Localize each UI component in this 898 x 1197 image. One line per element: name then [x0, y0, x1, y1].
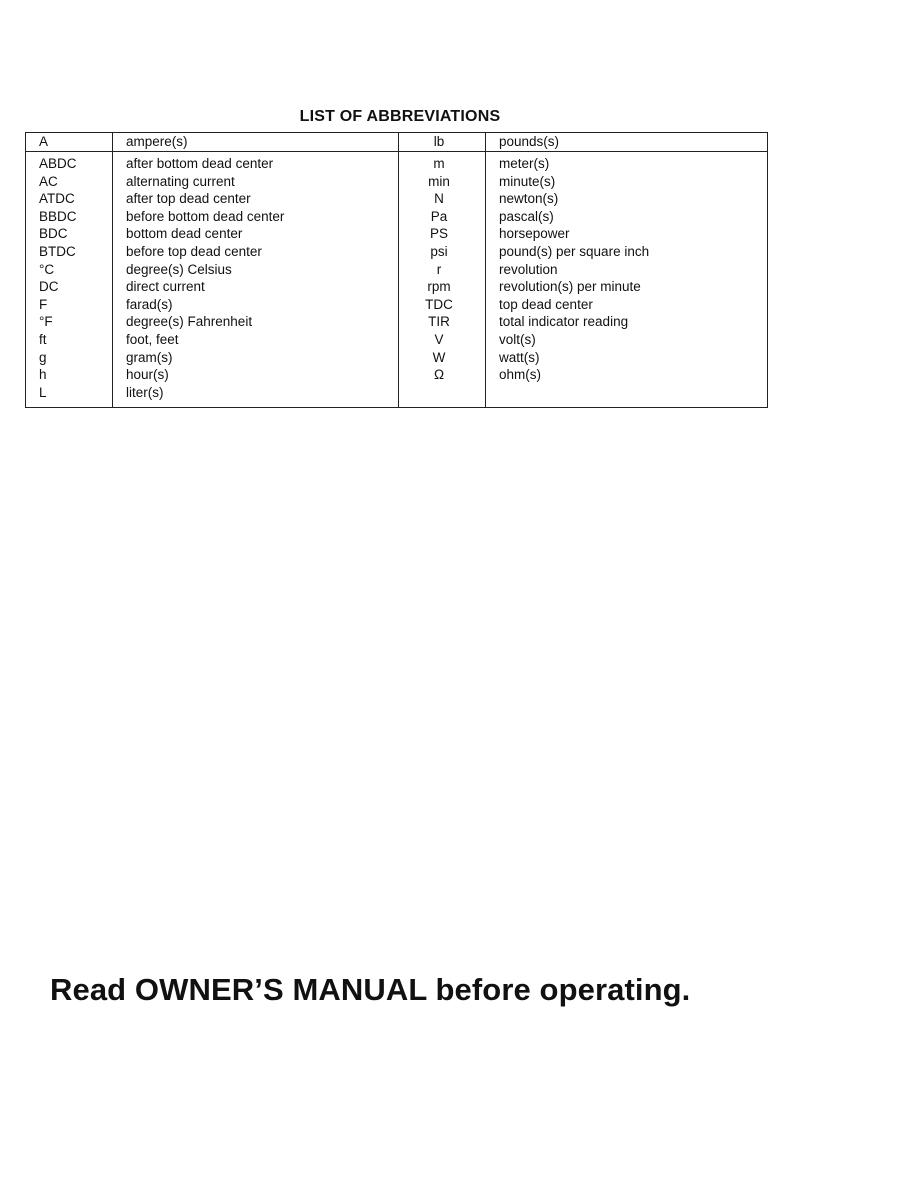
abbreviation-meaning: degree(s) Celsius	[126, 261, 232, 277]
column-divider	[485, 133, 486, 407]
abbreviation-meaning: newton(s)	[499, 191, 559, 207]
abbreviation: g	[39, 349, 47, 365]
abbreviation-meaning: before top dead center	[126, 244, 262, 259]
abbreviation: DC	[39, 279, 59, 295]
abbreviation-meaning: pascal(s)	[499, 208, 554, 224]
abbreviation-meaning: minute(s)	[499, 173, 556, 189]
abbreviation: ft	[39, 332, 47, 347]
abbreviation: ATDC	[39, 191, 75, 207]
abbreviation-meaning: liter(s)	[126, 384, 164, 400]
owners-manual-notice: Read OWNER’S MANUAL before operating.	[50, 972, 691, 1007]
abbreviation: F	[39, 296, 48, 312]
abbreviation-meaning: degree(s) Fahrenheit	[126, 314, 253, 330]
abbreviation: r	[436, 261, 442, 277]
abbreviation: °F	[39, 314, 53, 330]
abbreviation-meaning: revolution	[499, 261, 558, 277]
abbreviation-meaning: after top dead center	[126, 191, 251, 207]
abbreviation: m	[433, 156, 445, 171]
abbreviation: ABDC	[39, 156, 77, 171]
abbreviation: rpm	[427, 279, 451, 295]
abbreviation: N	[434, 191, 444, 207]
abbreviation: °C	[39, 261, 55, 277]
abbreviation-meaning: pound(s) per square inch	[499, 244, 650, 259]
abbreviation-meaning: after bottom dead center	[126, 156, 274, 171]
abbreviation: BTDC	[39, 244, 76, 259]
abbreviation-meaning: meter(s)	[499, 156, 550, 171]
abbreviations-table	[25, 132, 768, 408]
abbreviation: TDC	[425, 296, 453, 312]
abbreviation-meaning: farad(s)	[126, 296, 173, 312]
abbreviation: V	[434, 332, 444, 347]
column-divider	[112, 133, 113, 407]
abbreviation: BBDC	[39, 208, 77, 224]
abbreviation: min	[428, 173, 450, 189]
abbreviation: BDC	[39, 226, 68, 242]
abbreviation: Pa	[430, 208, 448, 224]
abbreviation-meaning: revolution(s) per minute	[499, 279, 641, 295]
abbreviation: TIR	[428, 314, 450, 330]
abbreviation-meaning: ampere(s)	[126, 134, 188, 149]
abbreviation: h	[39, 367, 47, 383]
abbreviation: Ω	[433, 367, 445, 383]
abbreviation: psi	[430, 244, 448, 259]
first-row-divider	[26, 151, 767, 152]
abbreviation-meaning: total indicator reading	[499, 314, 629, 330]
abbreviation-meaning: volt(s)	[499, 332, 536, 347]
abbreviation-meaning: before bottom dead center	[126, 208, 285, 224]
abbreviation: PS	[429, 226, 448, 242]
abbreviation: W	[432, 349, 446, 365]
abbreviation-meaning: hour(s)	[126, 367, 169, 383]
page-title: LIST OF ABBREVIATIONS	[299, 108, 501, 125]
abbreviation-meaning: pounds(s)	[499, 134, 560, 149]
abbreviation-meaning: top dead center	[499, 296, 593, 312]
abbreviation-meaning: bottom dead center	[126, 226, 243, 242]
abbreviation-meaning: watt(s)	[499, 349, 540, 365]
abbreviation: L	[39, 384, 47, 400]
abbreviation-meaning: gram(s)	[126, 349, 173, 365]
abbreviation: AC	[39, 173, 58, 189]
abbreviation-meaning: ohm(s)	[499, 367, 542, 383]
abbreviation-meaning: direct current	[126, 279, 205, 295]
abbreviation-meaning: alternating current	[126, 173, 235, 189]
abbreviation: A	[39, 134, 49, 149]
abbreviation-meaning: foot, feet	[126, 332, 179, 347]
abbreviation: lb	[433, 134, 445, 149]
abbreviation-meaning: horsepower	[499, 226, 570, 242]
